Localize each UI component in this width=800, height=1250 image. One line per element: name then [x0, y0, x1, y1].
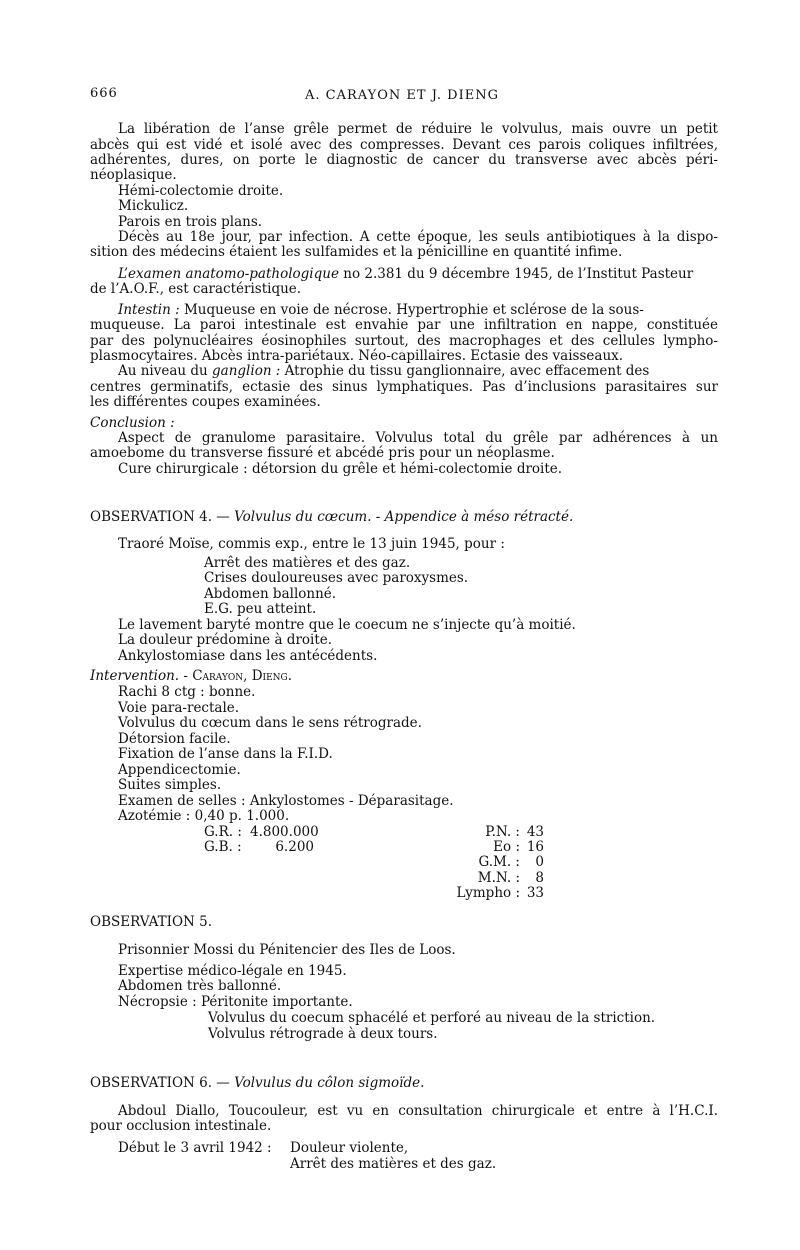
text-line: de l’A.O.F., est caractéristique. — [90, 281, 302, 297]
blood-label: Eo : — [493, 839, 520, 855]
debut-item: Douleur violente, — [290, 1140, 409, 1156]
step-item: Azotémie : 0,40 p. 1.000. — [118, 808, 290, 824]
text-line: Aspect de granulome parasitaire. Volvulus total du grêle par adhérences à un — [118, 430, 718, 446]
intervention-line — [90, 669, 292, 684]
observation-5-heading: OBSERVATION 5. — [90, 914, 213, 930]
text-line: La libération de l’anse grêle permet de réduire le volvulus, mais ouvre un petit — [118, 121, 718, 137]
intervention-authors: - Carayon, Dieng. — [179, 668, 293, 684]
step-item: Rachi 8 ctg : bonne. — [118, 684, 256, 700]
step-item: Appendicectomie. — [118, 762, 241, 778]
text-line: Cure chirurgicale : détorsion du grêle et hémi-colectomie droite. — [118, 461, 563, 477]
text-line: Nécropsie : Péritonite importante. — [118, 994, 353, 1010]
intestin-line — [118, 303, 644, 318]
text-line: Expertise médico-légale en 1945. — [118, 963, 347, 979]
observation-4-heading — [90, 510, 573, 525]
debut-label: Début le 3 avril 1942 : — [118, 1140, 272, 1156]
blood-label: G.B. : — [204, 839, 242, 855]
text-line: centres germinatifs, ectasie des sinus lymphatiques. Pas d’inclusions parasitaires sur — [90, 379, 718, 395]
observation-head: OBSERVATION 6. — — [90, 1075, 235, 1091]
step-item: Voie para-rectale. — [118, 700, 240, 716]
text-line: Ankylostomiase dans les antécédents. — [118, 648, 378, 664]
symptom-item: Arrêt des matières et des gaz. — [204, 555, 411, 571]
step-item: Suites simples. — [118, 777, 222, 793]
text-line: Abdomen très ballonné. — [118, 978, 282, 994]
text-line: plasmocytaires. Abcès intra-pariétaux. Néo-capillaires. Ectasie des vaisseaux. — [90, 348, 624, 364]
text-line: Abdoul Diallo, Toucouleur, est vu en consultation chirurgicale et entre à l’H.C.I. — [118, 1103, 718, 1119]
text-line: Traoré Moïse, commis exp., entre le 13 juin 1945, pour : — [118, 536, 505, 552]
text-line: Décès au 18e jour, par infection. A cette époque, les seuls antibiotiques à la dispo- — [118, 229, 718, 245]
blood-label: G.R. : — [204, 824, 242, 840]
text-line: par des polynucléaires éosinophiles surtout, des macrophages et des cellules lympho- — [90, 333, 718, 349]
debut-item: Arrêt des matières et des gaz. — [290, 1156, 497, 1172]
blood-label: G.M. : — [478, 854, 520, 870]
symptom-item: Abdomen ballonné. — [204, 586, 337, 602]
page-number: 666 — [90, 86, 118, 101]
text-line: les différentes coupes examinées. — [90, 394, 321, 410]
blood-label: Lympho : — [456, 885, 520, 901]
text-line: muqueuse. La paroi intestinale est envahie par une infiltration en nappe, constituée — [90, 317, 718, 333]
intervention-label: Intervention. — [90, 668, 180, 684]
exam-text: no 2.381 du 9 décembre 1945, de l’Institut Pasteur — [338, 266, 694, 282]
text-line: pour occlusion intestinale. — [90, 1118, 272, 1134]
text-line: sition des médecins étaient les sulfamides et la pénicilline en quantité infime. — [90, 244, 623, 260]
step-item: Volvulus du cœcum dans le sens rétrograde. — [118, 715, 422, 731]
text-line: La douleur prédomine à droite. — [118, 632, 333, 648]
blood-value: 16 — [526, 839, 544, 855]
necropsy-item: Volvulus du coecum sphacélé et perforé au niveau de la striction. — [208, 1010, 656, 1026]
conclusion-label: Conclusion : — [90, 415, 175, 431]
step-item: Examen de selles : Ankylostomes - Déparasitage. — [118, 793, 454, 809]
exam-line — [118, 267, 693, 282]
observation-title: Volvulus du côlon sigmoïde. — [234, 1075, 425, 1091]
blood-value: 0 — [535, 854, 544, 870]
ganglion-prefix: Au niveau du — [118, 363, 213, 379]
text-line: Parois en trois plans. — [118, 214, 263, 230]
ganglion-line — [118, 364, 649, 379]
intestin-label: Intestin : — [118, 302, 180, 318]
step-item: Détorsion facile. — [118, 731, 231, 747]
blood-value: 33 — [526, 885, 544, 901]
blood-label: P.N. : — [485, 824, 520, 840]
text-line: Le lavement baryté montre que le coecum ne s’injecte qu’à moitié. — [118, 617, 576, 633]
necropsy-item: Volvulus rétrograde à deux tours. — [208, 1026, 438, 1042]
symptom-item: Crises douloureuses avec paroxysmes. — [204, 570, 469, 586]
text-line: Prisonnier Mossi du Pénitencier des Iles de Loos. — [118, 942, 456, 958]
ganglion-text: Atrophie du tissu ganglionnaire, avec effacement des — [280, 363, 650, 379]
symptom-item: E.G. peu atteint. — [204, 601, 317, 617]
observation-head: OBSERVATION 4. — — [90, 509, 235, 525]
text-line: amoebome du transverse fissuré et abcédé pris pour un néoplasme. — [90, 445, 555, 461]
text-line: néoplasique. — [90, 167, 177, 183]
step-item: Fixation de l’anse dans la F.I.D. — [118, 746, 333, 762]
observation-title: Volvulus du cœcum. - Appendice à méso rétracté. — [234, 509, 574, 525]
blood-value: 8 — [535, 870, 544, 886]
text-line: abcès qui est vidé et isolé avec des compresses. Devant ces parois coliques infiltrées, — [90, 137, 718, 153]
observation-6-heading — [90, 1076, 424, 1091]
ganglion-label: ganglion : — [212, 363, 281, 379]
text-line: Hémi-colectomie droite. — [118, 183, 284, 199]
blood-label: M.N. : — [477, 870, 520, 886]
blood-value: 6.200 — [275, 839, 314, 855]
text-line: adhérentes, dures, on porte le diagnostic de cancer du transverse avec abcès péri- — [90, 152, 718, 168]
blood-value: 4.800.000 — [250, 824, 319, 840]
intestin-text: Muqueuse en voie de nécrose. Hypertrophie et sclérose de la sous- — [179, 302, 644, 318]
running-head: A. CARAYON ET J. DIENG — [305, 88, 499, 103]
exam-label: L’examen anatomo-pathologique — [118, 266, 339, 282]
text-line: Mickulicz. — [118, 198, 189, 214]
blood-value: 43 — [526, 824, 544, 840]
